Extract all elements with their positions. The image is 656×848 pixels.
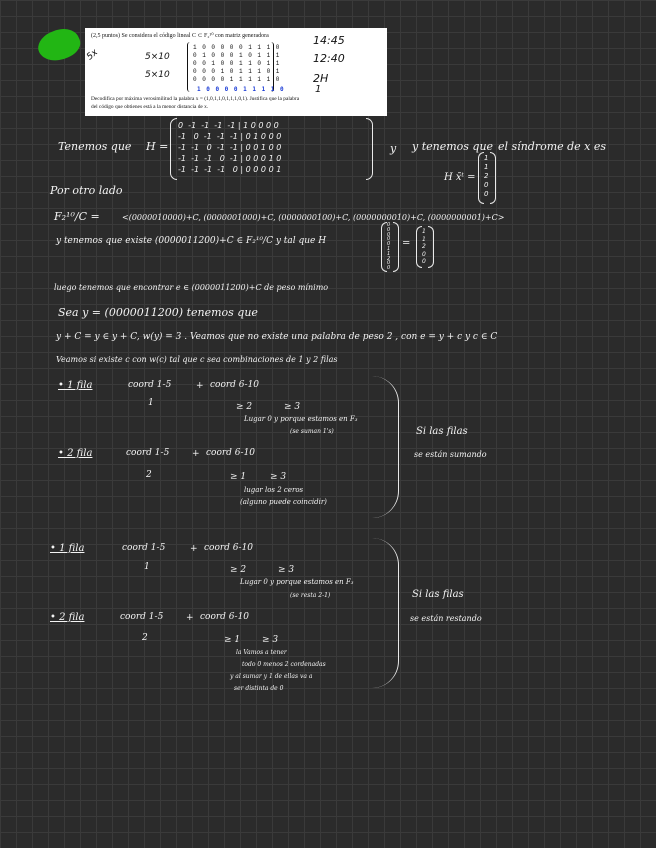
text-por-otro-lado: Por otro lado	[50, 184, 123, 197]
block1-side-1: Si las filas	[416, 426, 468, 437]
snippet-time-2: 12:40	[313, 52, 345, 65]
text-quotient-lhs: F₂¹⁰/C =	[54, 210, 100, 223]
snippet-dim2: 5×10	[145, 70, 170, 80]
block2-coord-1: coord 1-5	[122, 543, 166, 553]
block2-note-1b: (se resta 2-1)	[290, 592, 331, 599]
colresult-entry: 1	[422, 228, 426, 235]
block2-note-2d: ser distinta de 0	[234, 685, 284, 692]
text-h-equals: H =	[146, 140, 169, 153]
colresult-entry: 2	[422, 243, 426, 250]
column-result	[422, 228, 426, 266]
green-highlight-mark	[34, 23, 85, 68]
block1-brace	[372, 376, 399, 518]
colvec-entry: 0	[387, 236, 391, 243]
block1-one: 1	[148, 398, 154, 408]
text-y: y	[390, 142, 397, 155]
block2-two: 2	[142, 633, 148, 643]
colvec-entry: 0	[387, 265, 391, 272]
block1-label-1: • 1 fila	[58, 380, 93, 391]
h-matrix-row: -1 0 -1 -1 -1 | 0 1 0 0 0	[178, 132, 282, 141]
block1-plus-1: +	[196, 381, 204, 391]
h-matrix-row: 0 -1 -1 -1 -1 | 1 0 0 0 0	[178, 121, 279, 130]
block1-ge2: ≥ 2	[236, 402, 253, 412]
text-y-tenemos-que: y tenemos que	[412, 140, 494, 153]
colvec-bracket-right	[393, 222, 399, 272]
snippet-bracket-right	[271, 42, 274, 92]
block1-ge1: ≥ 1	[230, 472, 247, 482]
snippet-bracket-left	[187, 42, 190, 92]
column-vector	[387, 223, 390, 271]
snippet-g-row-2: 0 1 0 0 0 1 0 1 1 1	[193, 52, 281, 59]
colresult-entry: 0	[422, 250, 426, 258]
block1-ge3b: ≥ 3	[270, 472, 287, 482]
syndrome-entry: 1	[484, 154, 489, 162]
text-y-line: y + C = y ∈ y + C, w(y) = 3 . Veamos que no existe una palabra de peso 2 , con e = y + c y c ∈ C	[56, 332, 498, 342]
h-matrix-row: -1 -1 0 -1 -1 | 0 0 1 0 0	[178, 143, 282, 152]
block2-ge3b: ≥ 3	[262, 635, 279, 645]
snippet-g-row-3: 0 0 1 0 0 1 1 0 1 1	[193, 60, 281, 67]
snippet-g-row-5: 0 0 0 0 1 1 1 1 1 0	[193, 76, 281, 83]
snippet-note-1: 2H	[313, 72, 329, 85]
block1-note-1a: Lugar 0 y porque estamos en F₃	[244, 415, 358, 423]
block2-side-2: se están restando	[410, 614, 482, 623]
block2-label-1: • 1 fila	[50, 543, 85, 554]
snippet-g-row-4: 0 0 0 1 0 1 1 1 0 1	[193, 68, 281, 75]
colresult-entry: 1	[422, 235, 426, 243]
block2-ge2: ≥ 2	[230, 565, 247, 575]
text-hx-equals: H x̄ᵗ =	[444, 172, 476, 183]
snippet-margin-mark: 5x	[85, 47, 100, 63]
h-matrix-row: -1 -1 -1 -1 0 | 0 0 0 0 1	[178, 165, 282, 174]
block2-ge1: ≥ 1	[224, 635, 241, 645]
block1-two: 2	[146, 470, 152, 480]
syndrome-entry: 2	[484, 172, 489, 180]
colvec-entry: 0	[387, 222, 391, 228]
text-sea-y: Sea y = (0000011200) tenemos que	[58, 306, 258, 319]
colvec-entry: 2	[387, 255, 391, 262]
colvec-entry: 1	[387, 245, 391, 252]
block1-coord-1: coord 1-5	[128, 380, 172, 390]
text-veamos-si: Veamos si existe c con w(c) tal que c sea combinaciones de 1 y 2 filas	[56, 355, 338, 364]
block2-brace	[372, 538, 399, 688]
snippet-footer-1: Decodifica por máxima verosimilitud la palabra x = (1,0,1,1,0,1,1,1,0,1). Justifica que la palabra	[91, 96, 300, 102]
block2-note-2c: y al sumar y 1 de ellas va a	[230, 673, 313, 680]
snippet-note-2: 1	[315, 84, 322, 95]
syndrome-entry: 1	[484, 163, 489, 171]
block1-side-2: se están sumando	[414, 450, 487, 459]
text-tenemos-que: Tenemos que	[58, 140, 132, 153]
block1-coordb-1: coord 6-10	[210, 380, 260, 390]
block2-side-1: Si las filas	[412, 589, 464, 600]
block2-coord-2: coord 1-5	[120, 612, 164, 622]
snippet-dim1: 5×10	[145, 52, 170, 62]
block1-plus-2: +	[192, 449, 200, 459]
block2-plus-2: +	[186, 613, 194, 623]
block2-coordb-1: coord 6-10	[204, 543, 254, 553]
colvec-entry: 0	[387, 226, 391, 233]
h-matrix-bracket-right	[366, 118, 373, 180]
colvec-entry: 0	[387, 241, 391, 248]
h-matrix-bracket-left	[170, 118, 177, 180]
text-quotient-rhs: <(0000010000)+C, (0000001000)+C, (0000000100)+C, (0000000010)+C, (0000000001)+C>	[122, 213, 505, 222]
snippet-blue-row: 1 0 0 0 0 1 1 1 1 0	[197, 86, 285, 93]
text-luego: luego tenemos que encontrar e ∈ (0000011200)+C de peso mínimo	[54, 283, 329, 292]
block1-ge3: ≥ 3	[284, 402, 301, 412]
block1-note-1b: (se suman 1's)	[290, 428, 334, 435]
problem-snippet	[85, 28, 387, 116]
snippet-header: (2,5 puntos) Se considera el código lineal C ⊂ F₂¹⁰ con matriz generadora	[91, 33, 269, 39]
colvec-entry: 1	[387, 250, 391, 257]
block2-plus-1: +	[190, 544, 198, 554]
block1-coordb-2: coord 6-10	[206, 448, 256, 458]
block2-one: 1	[144, 562, 150, 572]
syndrome-entry: 0	[484, 190, 489, 198]
syndrome-bracket-right	[490, 152, 496, 204]
block2-ge3: ≥ 3	[278, 565, 295, 575]
snippet-g-row-1: 1 0 0 0 0 0 1 1 1 0	[193, 44, 281, 51]
block2-note-1a: Lugar 0 y porque estamos en F₃	[240, 578, 354, 586]
syndrome-vector	[484, 154, 488, 199]
colresult-bracket-right	[428, 226, 434, 268]
h-matrix	[178, 120, 281, 175]
colvec-entry: 0	[387, 260, 391, 267]
block1-note-2a: lugar los 2 ceros	[244, 486, 304, 494]
block2-coordb-2: coord 6-10	[200, 612, 250, 622]
block1-note-2b: (alguno puede coincidir)	[240, 498, 327, 506]
colvec-entry: 0	[387, 231, 391, 238]
text-el-sindrome: el síndrome de x es	[498, 140, 607, 153]
text-equals: =	[402, 238, 411, 249]
block1-label-2: • 2 fila	[58, 448, 93, 459]
block2-label-2: • 2 fila	[50, 612, 85, 623]
text-y-tenemos-existe: y tenemos que existe (0000011200)+C ∈ F₂¹⁰/C y tal que H	[56, 236, 327, 246]
block2-note-2b: todo 0 menos 2 cordenadas	[242, 661, 326, 668]
syndrome-entry: 0	[484, 181, 489, 189]
block2-note-2a: la Vamos a tener	[236, 649, 287, 656]
block1-coord-2: coord 1-5	[126, 448, 170, 458]
snippet-time-1: 14:45	[313, 34, 345, 47]
snippet-footer-2: del código que obtienes está a la menor distancia de x.	[91, 104, 209, 110]
colresult-entry: 0	[422, 258, 426, 265]
h-matrix-row: -1 -1 -1 0 -1 | 0 0 0 1 0	[178, 154, 282, 163]
